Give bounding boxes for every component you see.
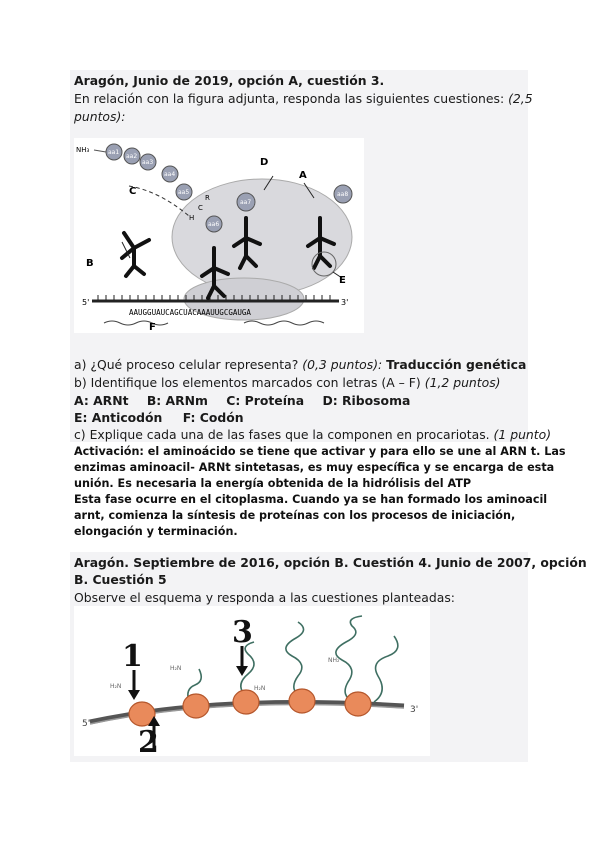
question-b-points: (1,2 puntos) — [424, 375, 501, 390]
aa4-label: aa4 — [164, 171, 176, 178]
marker-1: 1 — [122, 639, 143, 674]
nh3-label: NH₃ — [76, 146, 90, 154]
answer-c-line-4: Esta fase ocurre en el citoplasma. Cuando ya se han formado los aminoacil — [74, 493, 548, 506]
translation-figure — [74, 138, 364, 333]
label-B: B — [86, 258, 94, 269]
question-b — [74, 374, 501, 391]
answer-c-line-2: enzimas aminoacil- ARNt sintetasas, es muy específica y se encarga de esta — [74, 461, 555, 474]
polyribosome-diagram — [74, 606, 430, 756]
question-1-intro — [74, 90, 533, 107]
question-1-heading: Aragón, Junio de 2019, opción A, cuestión 3. — [74, 73, 385, 88]
nh2-label: NH₂ — [328, 657, 340, 664]
answer-c-line-5: arnt, comienza la síntesis de proteínas con los procesos de iniciación, — [74, 509, 516, 522]
question-c-text: c) Explique cada una de las fases que la componen en procariotas. — [74, 427, 490, 442]
question-2-heading-1: Aragón. Septiembre de 2016, opción B. Cuestión 4. Junio de 2007, opción — [74, 555, 587, 570]
mrna-3-label: 3' — [341, 298, 349, 307]
label-C: C — [129, 186, 137, 197]
answers-row-2 — [74, 409, 244, 426]
question-a-points: (0,3 puntos): — [302, 357, 383, 372]
answers-row-1 — [74, 392, 410, 409]
question-a-answer: Traducción genética — [386, 357, 527, 372]
aa7-label: aa7 — [240, 199, 252, 206]
mrna2-3-label: 3' — [410, 705, 419, 715]
r-label: R — [205, 194, 210, 202]
ribosome-large-subunit — [172, 179, 352, 295]
answer-d: D: Ribosoma — [322, 393, 411, 408]
aa6-label: aa6 — [208, 221, 220, 228]
question-b-text: b) Identifique los elementos marcados con letras (A – F) — [74, 375, 421, 390]
question-2-intro: Observe el esquema y responda a las cuestiones planteadas: — [74, 590, 455, 605]
peptide-chains — [188, 616, 398, 702]
answer-c-line-3: unión. Es necesaria la energía obtenida de la hidrólisis del ATP — [74, 477, 472, 490]
aa3-label: aa3 — [142, 159, 154, 166]
intro-points: (2,5 — [508, 91, 533, 106]
h2n-label-3: H₂N — [254, 685, 266, 692]
answer-e: E: Anticodón — [74, 410, 163, 425]
aa8-label: aa8 — [337, 191, 349, 198]
question-c-points: (1 punto) — [493, 427, 552, 442]
marker-2: 2 — [138, 725, 159, 756]
answer-c-line-6: elongación y terminación. — [74, 525, 238, 538]
mrna-sequence: AAUGGUAUCAGCUACAAAUUGCGAUGA — [129, 308, 251, 317]
answer-c-line-1: Activación: el aminoácido se tiene que activar y para ello se une al ARN t. Las — [74, 445, 566, 458]
question-2-heading-2: B. Cuestión 5 — [74, 572, 167, 587]
label-E: E — [339, 275, 346, 286]
answer-c: C: Proteína — [226, 393, 305, 408]
answer-a: A: ARNt — [74, 393, 129, 408]
trna-b — [122, 233, 149, 276]
question-a-text: a) ¿Qué proceso celular representa? — [74, 357, 299, 372]
label-D: D — [260, 157, 269, 168]
h-label: H — [189, 214, 195, 222]
mrna2-5-label: 5' — [82, 719, 91, 729]
question-a — [74, 356, 526, 373]
h2n-label-1: H₂N — [170, 665, 182, 672]
intro-points-cont: puntos): — [74, 109, 126, 124]
polyribosome-figure — [74, 606, 430, 756]
intro-text: En relación con la figura adjunta, responda las siguientes cuestiones: — [74, 91, 505, 106]
question-c — [74, 426, 551, 443]
translation-diagram — [74, 138, 364, 333]
answer-b: B: ARNm — [146, 393, 208, 408]
h2n-label-2: H₂N — [110, 683, 122, 690]
label-A: A — [299, 170, 307, 181]
aa5-label: aa5 — [178, 189, 190, 196]
label-F: F — [149, 322, 156, 333]
mrna-5-label: 5' — [82, 298, 90, 307]
aa2-label: aa2 — [126, 153, 138, 160]
aa1-label: aa1 — [108, 149, 120, 156]
c-atom-label: C — [198, 204, 203, 212]
answer-f: F: Codón — [182, 410, 244, 425]
marker-3: 3 — [232, 615, 253, 650]
